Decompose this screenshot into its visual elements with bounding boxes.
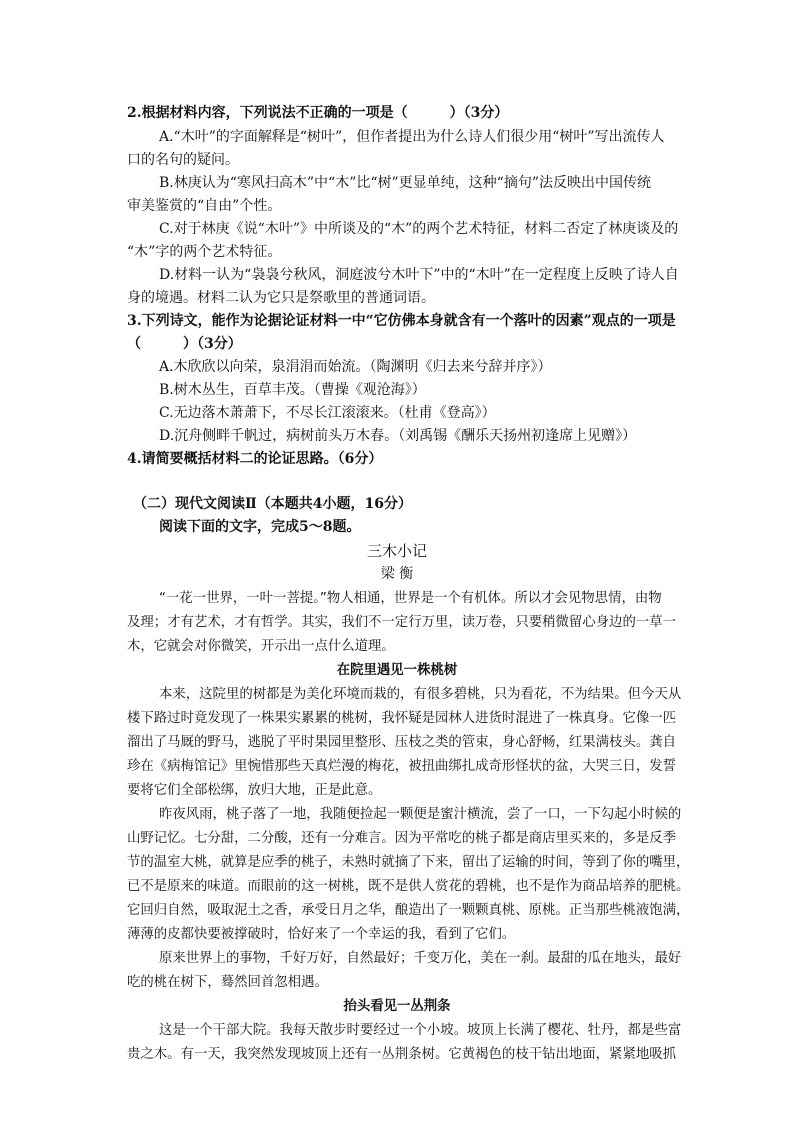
paragraph-line: 薄薄的皮都快要被撑破时，恰好来了一个幸运的我，看到了它们。: [127, 927, 516, 942]
question-3-option-a: A.木欣欣以向荣，泉涓涓而始流。（陶渊明《归去来兮辞并序》）: [159, 359, 552, 375]
paragraph-line: 要将它们全部松绑，放归大地，正是此意。: [127, 783, 382, 798]
paragraph-line: 吃的桃在树下，蓦然回首忽相遇。: [127, 975, 328, 990]
question-2-option-d: D.材料一认为“袅袅兮秋风，洞庭波兮木叶下”中的“木叶”在一定程度上反映了诗人自: [159, 267, 679, 283]
question-2-option-d-cont: 身的境遇。材料二认为它只是祭歌里的普通词语。: [127, 290, 435, 306]
section-heading: （二）现代文阅读Ⅱ（本题共4小题，16分）: [133, 496, 413, 512]
question-2-option-b: B.林庚认为“寒风扫高木”中“木”比“树”更显单纯，这种“摘句”法反映出中国传统: [159, 175, 651, 191]
paragraph-line: 这是一个干部大院。我每天散步时要经过一个小坡。坡顶上长满了樱花、牡丹，都是些富: [159, 1023, 682, 1038]
section-instruction: 阅读下面的文字，完成5～8题。: [159, 519, 361, 535]
paragraph-line: 楼下路过时竟发现了一株果实累累的桃树，我怀疑是园林人进货时混进了一株真身。它像一匹: [127, 711, 677, 726]
question-2-option-b-cont: 审美鉴赏的“自由”个性。: [127, 198, 282, 214]
question-3-stem-cont: （ ）（3分）: [127, 336, 242, 352]
paragraph-line: 它回归自然，吸取泥土之香，承受日月之华，酿造出了一颗颗真桃、原桃。正当那些桃液饱满，: [127, 903, 690, 918]
paragraph-line: 珍在《病梅馆记》里惋惜那些天真烂漫的梅花，被扭曲绑扎成奇形怪状的盆，大哭三日，发誓: [127, 759, 677, 774]
question-3-option-c: C.无边落木萧萧下，不尽长江滚滚来。（杜甫《登高》）: [159, 405, 496, 421]
intro-line: 木，它就会对你微笑，开示出一点什么道理。: [127, 639, 395, 654]
intro-line: “一花一世界，一叶一菩提。”物人相通，世界是一个有机体。所以才会见物思情，由物: [159, 591, 662, 606]
article-title: 三木小记: [366, 542, 427, 560]
question-3-stem: 3.下列诗文，能作为论据论证材料一中“它仿佛本身就含有一个落叶的因素”观点的一项是: [127, 313, 676, 329]
subheading-thorn-bush: 抬头看见一丛荆条: [343, 999, 451, 1014]
article-author: 梁 衡: [380, 566, 414, 582]
paragraph-line: 本来，这院里的树都是为美化环境而栽的，有很多碧桃，只为看花，不为结果。但今天从: [159, 687, 682, 702]
question-2-option-a-cont: 口的名句的疑问。: [127, 152, 239, 168]
question-2-stem: 2.根据材料内容，下列说法不正确的一项是（ ）（3分）: [127, 105, 509, 121]
question-2-option-c: C.对于林庚《说“木叶”》中所谈及的“木”的两个艺术特征，材料二否定了林庚谈及的: [159, 221, 679, 237]
paragraph-line: 节的温室大桃，就算是应季的桃子，未熟时就摘了下来，留出了运输的时间，等到了你的嘴里，: [127, 855, 690, 870]
paragraph-line: 溜出了马厩的野马，逃脱了平时果园里整形、压枝之类的管束，身心舒畅，红果满枝头。龚自: [127, 735, 677, 750]
question-4-stem: 4.请简要概括材料二的论证思路。（6分）: [127, 451, 383, 467]
paragraph-line: 已不是原来的味道。而眼前的这一树桃，既不是供人赏花的碧桃，也不是作为商品培养的肥桃。: [127, 879, 690, 894]
question-2-option-c-cont: “木”字的两个艺术特征。: [127, 244, 282, 260]
paragraph-line: 贵之木。有一天，我突然发现坡顶上还有一丛荆条树。它黄褐色的枝干钻出地面，紧紧地吸抓: [127, 1047, 677, 1062]
intro-line: 及理；才有艺术，才有哲学。其实，我们不一定行万里，读万卷，只要稍微留心身边的一草一: [127, 615, 677, 630]
paragraph-line: 原来世界上的事物，千好万好，自然最好；千变万化，美在一刹。最甜的瓜在地头，最好: [159, 951, 682, 966]
question-2-option-a: A.“木叶”的字面解释是“树叶”，但作者提出为什么诗人们很少用“树叶”写出流传人: [159, 129, 665, 145]
paragraph-line: 山野记忆。七分甜，二分酸，还有一分难言。因为平常吃的桃子都是商店里买来的，多是反季: [127, 831, 677, 846]
question-3-option-d: D.沉舟侧畔千帆过，病树前头万木春。（刘禹锡《酬乐天扬州初逢席上见赠》）: [159, 428, 637, 444]
paragraph-line: 昨夜风雨，桃子落了一地，我随便捡起一颗便是蜜汁横流，尝了一口，一下勾起小时候的: [159, 807, 682, 822]
subheading-peach-tree: 在院里遇见一株桃树: [336, 663, 458, 678]
question-3-option-b: B.树木丛生，百草丰茂。（曹操《观沧海》）: [159, 382, 426, 398]
